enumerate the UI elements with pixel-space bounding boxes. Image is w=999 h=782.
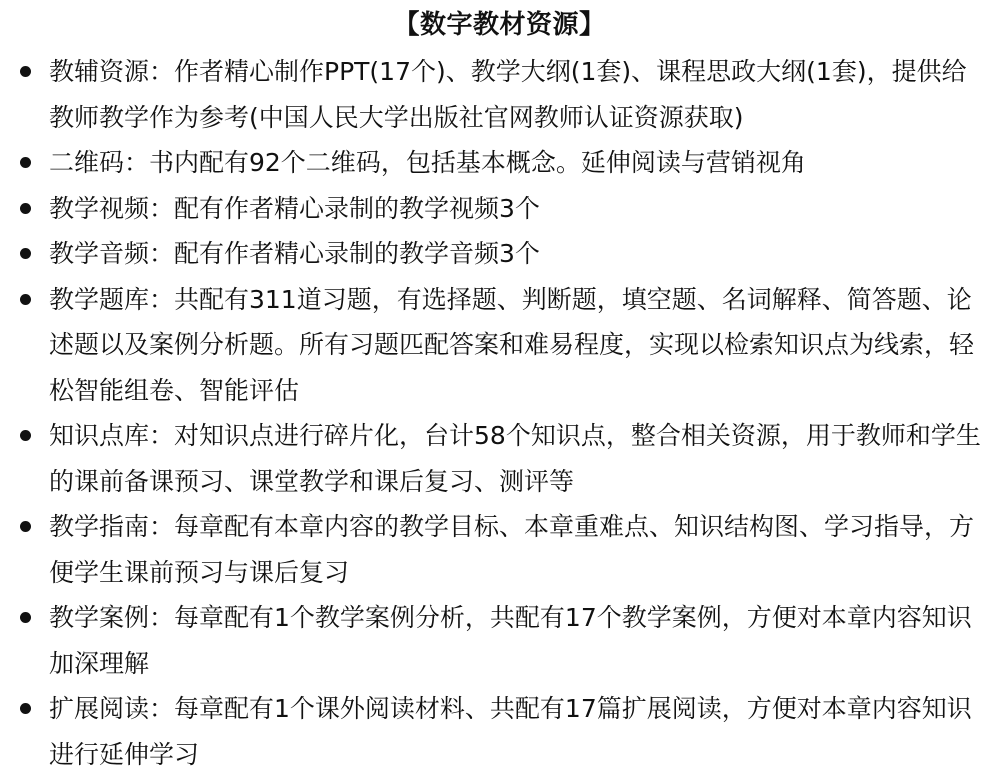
list-item-text: 教学案例：每章配有1个教学案例分析，共配有17个教学案例，方便对本章内容知识加深理解	[49, 603, 972, 678]
list-item-teaching-aids	[0, 49, 999, 140]
list-item-text: 教学指南：每章配有本章内容的教学目标、本章重难点、知识结构图、学习指导，方便学生课前预习与课后复习	[49, 512, 975, 587]
bullet-icon	[20, 248, 31, 259]
list-item-question-bank	[0, 277, 999, 414]
bullet-icon	[20, 612, 31, 623]
list-item-text: 知识点库：对知识点进行碎片化，台计58个知识点，整合相关资源，用于教师和学生的课前备课预习、课堂教学和课后复习、测评等	[49, 421, 981, 496]
bullet-icon	[20, 521, 31, 532]
list-item-text: 二维码：书内配有92个二维码，包括基本概念。延伸阅读与营销视角	[49, 148, 806, 177]
bullet-icon	[20, 703, 31, 714]
list-item-text: 扩展阅读：每章配有1个课外阅读材料、共配有17篇扩展阅读，方便对本章内容知识进行延伸学习	[49, 694, 972, 769]
bullet-icon	[20, 66, 31, 77]
bullet-icon	[20, 203, 31, 214]
list-item-text: 教辅资源：作者精心制作PPT(17个)、教学大纲(1套)、课程思政大纲(1套)，提供给教师教学作为参考(中国人民大学出版社官网教师认证资源获取)	[49, 57, 967, 132]
list-item-text: 教学视频：配有作者精心录制的教学视频3个	[49, 193, 540, 223]
list-item-extended-reading	[0, 686, 999, 777]
list-item-teaching-guide	[0, 504, 999, 595]
list-item-teaching-videos	[0, 186, 999, 232]
resource-list	[0, 49, 999, 777]
list-item-text: 教学题库：共配有311道习题，有选择题、判断题，填空题、名词解释、简答题、论述题以及案例分析题。所有习题匹配答案和难易程度，实现以检索知识点为线索，轻松智能组卷、智能评估	[49, 284, 975, 405]
bullet-icon	[20, 430, 31, 441]
bullet-icon	[20, 294, 31, 305]
list-item-teaching-cases	[0, 595, 999, 686]
bullet-icon	[20, 157, 31, 168]
list-item-qr-codes	[0, 140, 999, 186]
page-title: 【数字教材资源】	[393, 10, 606, 40]
list-item-text: 教学音频：配有作者精心录制的教学音频3个	[49, 239, 540, 268]
list-item-knowledge-base	[0, 413, 999, 504]
list-item-teaching-audio	[0, 231, 999, 277]
